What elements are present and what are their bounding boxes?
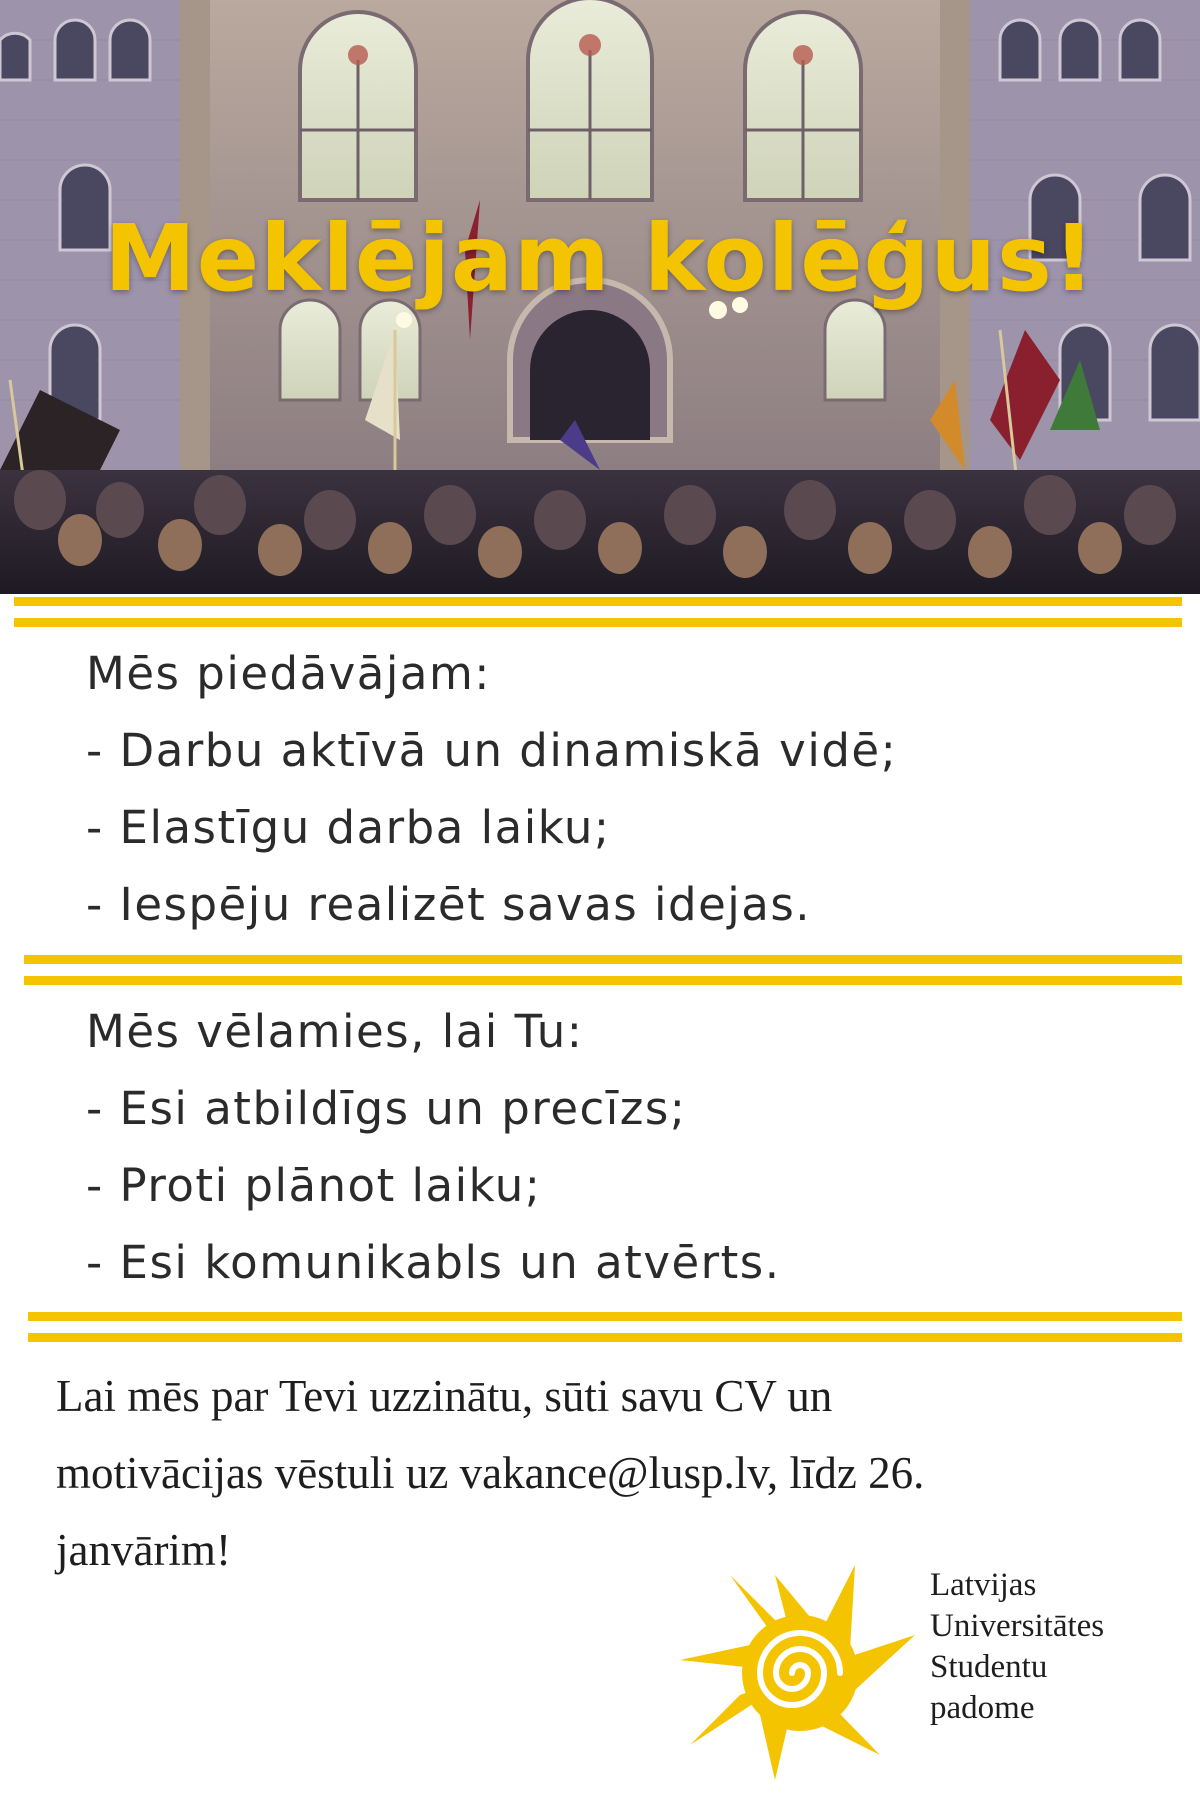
cta-line: motivācijas vēstuli uz vakance@lusp.lv, līdz 26. [56, 1448, 925, 1498]
sun-spiral-logo-icon [680, 1555, 920, 1790]
divider-middle [24, 955, 1182, 985]
cta-line: Lai mēs par Tevi uzzinātu, sūti savu CV un [56, 1371, 833, 1421]
offer-item: - Elastīgu darba laiku; [86, 801, 611, 854]
organization-line: Latvijas [930, 1567, 1037, 1603]
requirements-heading: Mēs vēlamies, lai Tu: [86, 1005, 584, 1058]
call-to-action [56, 1358, 1166, 1589]
offer-item: - Darbu aktīvā un dinamiskā vidē; [86, 724, 898, 777]
organization-line: Studentu [930, 1649, 1048, 1685]
organization-line: Universitātes [930, 1608, 1105, 1644]
requirements-item: - Esi komunikabls un atvērts. [86, 1236, 781, 1289]
offer-item: - Iespēju realizēt savas idejas. [86, 878, 812, 931]
organization-name [930, 1565, 1104, 1729]
divider-bottom [28, 1312, 1182, 1342]
requirements-section [86, 993, 781, 1301]
offer-section [86, 635, 897, 943]
organization-line: padome [930, 1690, 1035, 1726]
requirements-item: - Esi atbildīgs un precīzs; [86, 1082, 687, 1135]
requirements-item: - Proti plānot laiku; [86, 1159, 542, 1212]
headline: Meklējam kolēģus! [104, 205, 1096, 312]
hero-photo [0, 0, 1200, 594]
cta-line: janvārim! [56, 1525, 231, 1575]
divider-top [14, 597, 1182, 627]
offer-heading: Mēs piedāvājam: [86, 647, 491, 700]
